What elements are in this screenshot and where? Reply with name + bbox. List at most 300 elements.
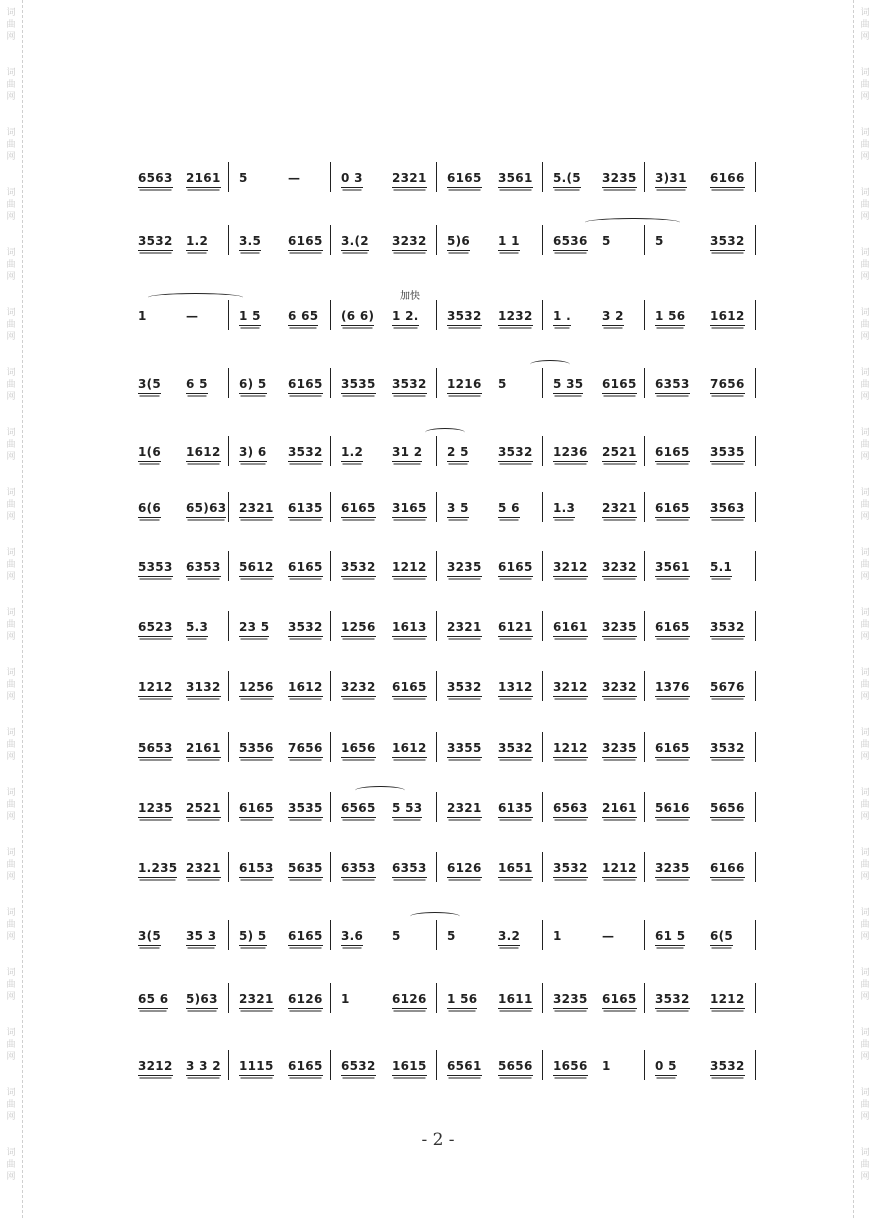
measure (436, 551, 543, 581)
beat: 23 5 (239, 620, 269, 637)
beat: 5)63 (186, 992, 218, 1009)
watermark-char: 网 (860, 152, 870, 162)
watermark-char: 词 (860, 968, 870, 978)
watermark-char: 网 (6, 92, 16, 102)
measure (644, 162, 757, 192)
beat: 1611 (498, 992, 533, 1009)
beat: 6353 (392, 861, 427, 878)
measure (542, 852, 645, 882)
watermark-char: 词 (860, 1148, 870, 1158)
beat: 6121 (498, 620, 533, 637)
measure (644, 300, 757, 330)
beat: 3 5 (447, 501, 469, 518)
beat: 2521 (186, 801, 221, 818)
watermark-char: 曲 (6, 500, 16, 510)
watermark-char: 网 (860, 32, 870, 42)
row-barline (755, 492, 756, 522)
watermark-char: 网 (860, 1172, 870, 1182)
measure (330, 671, 437, 701)
score-row (128, 300, 756, 330)
beat: 3563 (710, 501, 745, 518)
beat: 1312 (498, 680, 533, 697)
measure (128, 732, 228, 762)
measure (128, 852, 228, 882)
watermark-char: 词 (860, 428, 870, 438)
watermark-char: 词 (860, 68, 870, 78)
watermark-char: 曲 (860, 1160, 870, 1170)
measure (228, 162, 331, 192)
score-row (128, 920, 756, 950)
beat: 6165 (655, 741, 690, 758)
beat: 3165 (392, 501, 427, 518)
beat: 6165 (602, 992, 637, 1009)
beat: 3.5 (239, 234, 261, 251)
beat: 2161 (186, 171, 221, 188)
watermark-char: 曲 (6, 800, 16, 810)
beat: 5 53 (392, 801, 422, 818)
measure (542, 300, 645, 330)
beat: 3(5 (138, 377, 161, 394)
measure (330, 852, 437, 882)
row-barline (755, 368, 756, 398)
watermark-char: 曲 (860, 680, 870, 690)
page-number: - 2 - (421, 1130, 455, 1150)
beat: 3532 (447, 680, 482, 697)
watermark-char: 曲 (6, 740, 16, 750)
score-row (128, 492, 756, 522)
beat: 3535 (341, 377, 376, 394)
beat: 6165 (655, 620, 690, 637)
measure (436, 611, 543, 641)
measure (128, 920, 228, 950)
measure (128, 792, 228, 822)
measure (128, 551, 228, 581)
beat: 2321 (186, 861, 221, 878)
beat: 6 65 (288, 309, 318, 326)
beat: 31 2 (392, 445, 422, 462)
measure (644, 225, 757, 255)
watermark-char: 曲 (860, 200, 870, 210)
watermark-char: 词 (6, 188, 16, 198)
watermark-char: 网 (860, 872, 870, 882)
beat: 6126 (288, 992, 323, 1009)
measure (542, 225, 645, 255)
watermark-char: 网 (6, 212, 16, 222)
watermark-char: 曲 (860, 980, 870, 990)
measure (542, 1050, 645, 1080)
watermark-char: 网 (860, 392, 870, 402)
beat: 1651 (498, 861, 533, 878)
beat: 1256 (239, 680, 274, 697)
watermark-char: 词 (6, 1028, 16, 1038)
beat: 3532 (553, 861, 588, 878)
beat: 6563 (138, 171, 173, 188)
beat: 3355 (447, 741, 482, 758)
beat: 5) 5 (239, 929, 267, 946)
beat: 3232 (602, 560, 637, 577)
beat: 6523 (138, 620, 173, 637)
watermark-char: 曲 (860, 740, 870, 750)
measure (542, 436, 645, 466)
beat: 6165 (288, 377, 323, 394)
measure (330, 368, 437, 398)
watermark-char: 词 (6, 8, 16, 18)
beat: 1 . (553, 309, 571, 326)
measure (330, 920, 437, 950)
watermark-char: 网 (860, 1112, 870, 1122)
beat: 6165 (288, 929, 323, 946)
beat: 3)31 (655, 171, 687, 188)
watermark-char: 曲 (6, 560, 16, 570)
tempo-mark: 加快 (400, 291, 420, 302)
beat: 1212 (553, 741, 588, 758)
watermark-char: 网 (6, 512, 16, 522)
measure (128, 671, 228, 701)
beat: 1656 (553, 1059, 588, 1076)
slur (530, 360, 570, 369)
beat: 6353 (655, 377, 690, 394)
beat: 6563 (553, 801, 588, 818)
beat: 3.2 (498, 929, 520, 946)
measure (330, 1050, 437, 1080)
measure (330, 551, 437, 581)
beat: 7656 (288, 741, 323, 758)
beat: 1 2. (392, 309, 419, 326)
beat: 1235 (138, 801, 173, 818)
beat: 35 3 (186, 929, 216, 946)
watermark-char: 网 (860, 92, 870, 102)
beat: 1212 (392, 560, 427, 577)
row-barline (755, 792, 756, 822)
watermark-char: 词 (6, 788, 16, 798)
watermark-char: 曲 (860, 1040, 870, 1050)
watermark-char: 词 (860, 308, 870, 318)
watermark-char: 网 (860, 212, 870, 222)
beat: 6161 (553, 620, 588, 637)
watermark-char: 网 (6, 1112, 16, 1122)
watermark-char: 曲 (860, 380, 870, 390)
measure (228, 551, 331, 581)
watermark-char: 网 (6, 1172, 16, 1182)
beat: 1.235 (138, 861, 177, 878)
beat: 1.2 (341, 445, 363, 462)
score-row (128, 551, 756, 581)
beat: 3235 (655, 861, 690, 878)
watermark-char: 词 (860, 848, 870, 858)
beat: 1 56 (447, 992, 477, 1009)
watermark-char: 网 (6, 632, 16, 642)
beat: 5635 (288, 861, 323, 878)
beat: 3532 (138, 234, 173, 251)
watermark-char: 网 (6, 992, 16, 1002)
beat: 6165 (602, 377, 637, 394)
beat: 6165 (288, 234, 323, 251)
row-barline (755, 162, 756, 192)
beat: 1 (602, 1059, 611, 1073)
beat: 5356 (239, 741, 274, 758)
measure (330, 300, 437, 330)
watermark-char: 词 (860, 248, 870, 258)
row-barline (755, 225, 756, 255)
beat: 6165 (392, 680, 427, 697)
measure (128, 368, 228, 398)
beat: 1612 (710, 309, 745, 326)
watermark-char: 曲 (6, 440, 16, 450)
beat: 6(6 (138, 501, 161, 518)
watermark-char: 曲 (860, 320, 870, 330)
measure (128, 983, 228, 1013)
watermark-char: 网 (6, 692, 16, 702)
beat: 2161 (186, 741, 221, 758)
watermark-char: 网 (6, 812, 16, 822)
measure (330, 983, 437, 1013)
beat: 65 6 (138, 992, 168, 1009)
watermark-char: 词 (6, 1088, 16, 1098)
watermark-char: 曲 (6, 1040, 16, 1050)
watermark-char: 词 (6, 1148, 16, 1158)
watermark-char: 曲 (6, 380, 16, 390)
measure (128, 162, 228, 192)
watermark-char: 词 (6, 368, 16, 378)
watermark-char: 网 (860, 752, 870, 762)
beat: 5 (447, 929, 456, 943)
beat: 65)63 (186, 501, 226, 518)
measure (128, 436, 228, 466)
measure (330, 162, 437, 192)
watermark-char: 曲 (6, 140, 16, 150)
beat: 6135 (288, 501, 323, 518)
beat: 6153 (239, 861, 274, 878)
beat: 6353 (341, 861, 376, 878)
measure (542, 368, 645, 398)
measure (436, 671, 543, 701)
left-watermark-strip (0, 0, 23, 1218)
watermark-char: 曲 (860, 80, 870, 90)
beat: 3535 (288, 801, 323, 818)
watermark-char: 曲 (6, 1160, 16, 1170)
watermark-char: 曲 (860, 440, 870, 450)
score-row (128, 792, 756, 822)
watermark-char: 词 (6, 848, 16, 858)
measure (542, 551, 645, 581)
measure (542, 732, 645, 762)
measure (436, 1050, 543, 1080)
beat: 1656 (341, 741, 376, 758)
watermark-char: 网 (6, 572, 16, 582)
row-barline (755, 732, 756, 762)
watermark-char: 词 (6, 68, 16, 78)
beat: 6126 (447, 861, 482, 878)
row-barline (755, 436, 756, 466)
beat: 3532 (288, 445, 323, 462)
beat: 3235 (602, 171, 637, 188)
watermark-char: 网 (6, 272, 16, 282)
beat: 0 5 (655, 1059, 677, 1076)
watermark-char: 词 (6, 248, 16, 258)
beat: 3561 (498, 171, 533, 188)
beat: 6561 (447, 1059, 482, 1076)
measure (436, 436, 543, 466)
watermark-char: 词 (860, 128, 870, 138)
measure (436, 983, 543, 1013)
watermark-char: 曲 (6, 320, 16, 330)
watermark-char: 词 (860, 788, 870, 798)
beat: 2321 (447, 620, 482, 637)
watermark-char: 网 (6, 872, 16, 882)
watermark-char: 网 (860, 632, 870, 642)
beat: 3535 (710, 445, 745, 462)
beat: 1376 (655, 680, 690, 697)
beat: — (288, 171, 301, 185)
slur (585, 218, 680, 227)
beat: 3532 (498, 445, 533, 462)
slur (355, 786, 405, 795)
beat: 3532 (447, 309, 482, 326)
watermark-char: 网 (860, 692, 870, 702)
beat: 2321 (602, 501, 637, 518)
watermark-char: 词 (6, 128, 16, 138)
row-barline (755, 671, 756, 701)
beat: 3212 (553, 560, 588, 577)
watermark-char: 网 (860, 572, 870, 582)
watermark-char: 曲 (860, 260, 870, 270)
measure (542, 983, 645, 1013)
beat: 2161 (602, 801, 637, 818)
beat: 3132 (186, 680, 221, 697)
row-barline (755, 611, 756, 641)
measure (436, 162, 543, 192)
measure (330, 492, 437, 522)
watermark-char: 词 (6, 608, 16, 618)
measure (644, 732, 757, 762)
beat: 61 5 (655, 929, 685, 946)
score-row (128, 852, 756, 882)
watermark-char: 网 (6, 392, 16, 402)
slur (425, 428, 465, 437)
beat: 6 5 (186, 377, 208, 394)
measure (228, 492, 331, 522)
watermark-char: 网 (6, 332, 16, 342)
beat: 5616 (655, 801, 690, 818)
watermark-char: 词 (860, 728, 870, 738)
watermark-char: 曲 (6, 920, 16, 930)
measure (128, 1050, 228, 1080)
beat: 6165 (498, 560, 533, 577)
measure (436, 920, 543, 950)
row-barline (755, 551, 756, 581)
watermark-char: 词 (6, 488, 16, 498)
measure (228, 732, 331, 762)
beat: 6536 (553, 234, 588, 251)
beat: 5 (655, 234, 664, 248)
slur (148, 293, 243, 302)
beat: 6135 (498, 801, 533, 818)
watermark-char: 词 (860, 608, 870, 618)
beat: 3.6 (341, 929, 363, 946)
watermark-char: 网 (6, 752, 16, 762)
beat: 1 56 (655, 309, 685, 326)
beat: 5612 (239, 560, 274, 577)
beat: 6165 (239, 801, 274, 818)
measure (644, 852, 757, 882)
beat: 5 (392, 929, 401, 943)
beat: 3212 (553, 680, 588, 697)
watermark-char: 词 (860, 488, 870, 498)
beat: 1236 (553, 445, 588, 462)
beat: 5 6 (498, 501, 520, 518)
watermark-char: 词 (860, 1088, 870, 1098)
beat: 1.3 (553, 501, 575, 518)
watermark-char: 词 (6, 308, 16, 318)
watermark-char: 词 (860, 1028, 870, 1038)
beat: 6565 (341, 801, 376, 818)
beat: 5653 (138, 741, 173, 758)
beat: 1212 (710, 992, 745, 1009)
measure (436, 492, 543, 522)
watermark-char: 网 (6, 1052, 16, 1062)
beat: 5656 (710, 801, 745, 818)
row-barline (755, 920, 756, 950)
measure (644, 792, 757, 822)
measure (228, 225, 331, 255)
measure (542, 162, 645, 192)
beat: 2321 (239, 501, 274, 518)
beat: 1 5 (239, 309, 261, 326)
score-row (128, 983, 756, 1013)
beat: 6353 (186, 560, 221, 577)
score-row (128, 436, 756, 466)
measure (542, 920, 645, 950)
measure (436, 732, 543, 762)
watermark-char: 曲 (860, 1100, 870, 1110)
measure (644, 983, 757, 1013)
slur (410, 912, 460, 921)
measure (330, 611, 437, 641)
beat: 2321 (239, 992, 274, 1009)
beat: 6532 (341, 1059, 376, 1076)
beat: 6165 (655, 445, 690, 462)
watermark-char: 曲 (6, 80, 16, 90)
measure (228, 852, 331, 882)
measure (228, 611, 331, 641)
beat: 5)6 (447, 234, 470, 251)
watermark-char: 网 (860, 512, 870, 522)
score-row (128, 732, 756, 762)
measure (644, 920, 757, 950)
beat: 3532 (710, 234, 745, 251)
beat: 5353 (138, 560, 173, 577)
watermark-char: 网 (6, 452, 16, 462)
measure (330, 225, 437, 255)
watermark-char: 词 (6, 968, 16, 978)
watermark-char: 曲 (6, 680, 16, 690)
watermark-char: 词 (6, 668, 16, 678)
measure (228, 983, 331, 1013)
beat: 1 (553, 929, 562, 943)
beat: 6165 (288, 560, 323, 577)
beat: 6126 (392, 992, 427, 1009)
watermark-char: 曲 (6, 200, 16, 210)
watermark-char: 曲 (6, 620, 16, 630)
measure (128, 611, 228, 641)
beat: 6166 (710, 861, 745, 878)
measure (128, 300, 228, 330)
measure (228, 300, 331, 330)
measure (128, 492, 228, 522)
measure (436, 792, 543, 822)
watermark-char: 曲 (6, 1100, 16, 1110)
watermark-char: 网 (860, 992, 870, 1002)
